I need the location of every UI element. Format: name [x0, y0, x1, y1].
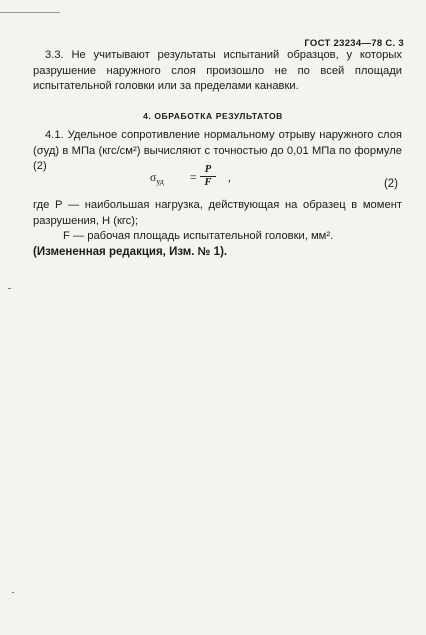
margin-mark — [8, 288, 11, 289]
formula-lhs: σ — [150, 172, 157, 184]
formula-denominator: F — [204, 177, 212, 188]
where-line-1: где P — наибольшая нагрузка, действующая на образец в момент разрушения, Н (кгс); — [33, 199, 402, 227]
where-line-2-text: F — рабочая площадь испытательной головки, мм². — [63, 230, 334, 242]
formula-lhs-subscript: уд — [156, 177, 164, 186]
margin-mark-bottom — [12, 592, 14, 593]
formula-number: (2) — [383, 178, 398, 190]
formula-equals: = — [190, 172, 197, 184]
paragraph-3-3: 3.3. Не учитывают результаты испытаний образцов, у которых разрушение наружного слоя произошло не по всей площади испытательной головки или за пределами канавки. — [33, 49, 402, 92]
scan-artifact-line — [0, 12, 60, 13]
formula-numerator: P — [200, 164, 216, 177]
page-header: ГОСТ 23234—78 С. 3 — [304, 38, 404, 49]
formula-2 — [150, 164, 231, 188]
formula-fraction — [200, 164, 216, 189]
formula-comma: , — [228, 172, 231, 184]
where-line-2 — [33, 229, 402, 245]
section-title: 4. ОБРАБОТКА РЕЗУЛЬТАТОВ — [143, 111, 283, 121]
paragraph-4-1: 4.1. Удельное сопротивление нормальному отрыву наружного слоя (σуд) в МПа (кгс/см²) вычисляют с точностью до 0,01 МПа по формуле (2) — [33, 129, 402, 172]
amendment-note: (Измененная редакция, Изм. № 1). — [33, 246, 228, 258]
